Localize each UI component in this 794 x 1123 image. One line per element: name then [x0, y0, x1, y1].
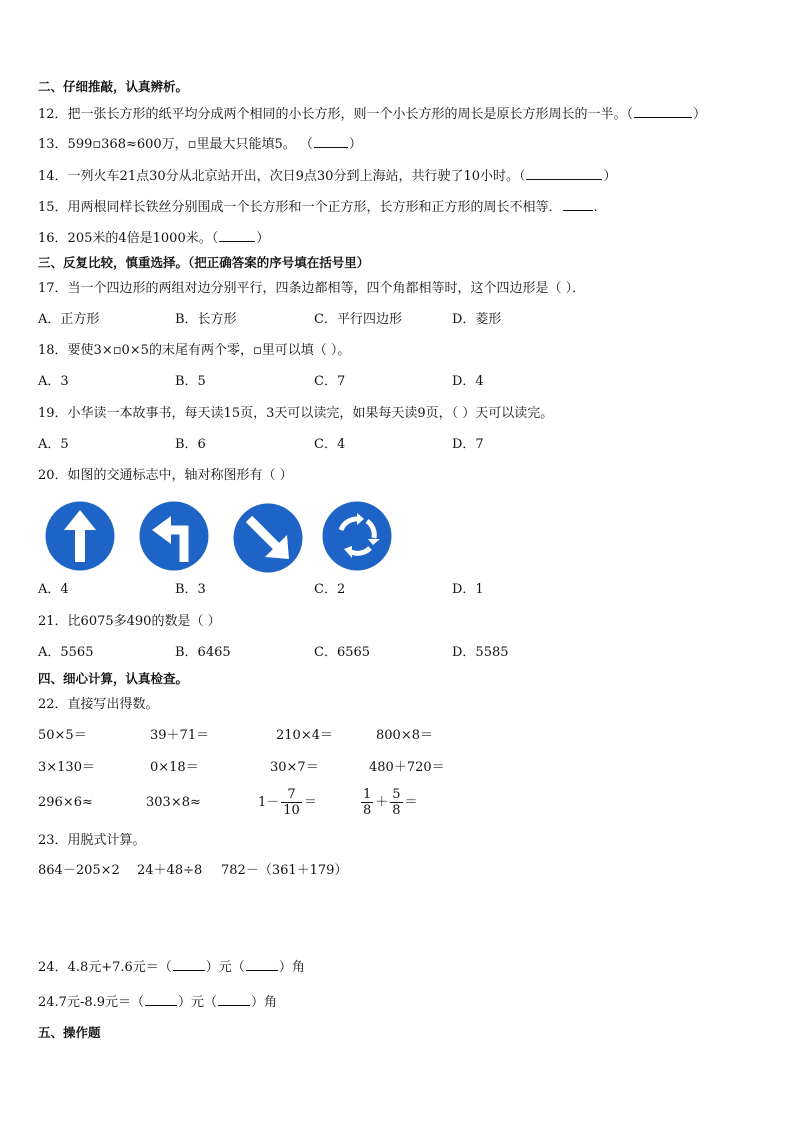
answer-blank-yuan[interactable] [173, 957, 205, 971]
straight-arrow-sign [44, 500, 116, 572]
q21-option-b[interactable]: B．6465 [175, 645, 231, 660]
calc-item: 296×6≈ [38, 795, 93, 810]
question-13-text: 13．599▫368≈600万，▫里最大只能填5。 （ [38, 137, 313, 152]
question-21: 21．比6075多490的数是（ ） [38, 614, 221, 629]
question-23: 23．用脱式计算。 [38, 833, 146, 848]
question-18: 18．要使3×▫0×5的末尾有两个零，▫里可以填（ ）。 [38, 343, 351, 358]
question-14-text: 14．一列火车21点30分从北京站开出，次日9点30分到上海站，共行驶了10小时。（ [38, 169, 526, 184]
answer-blank-12[interactable] [634, 104, 692, 118]
q17-option-b[interactable]: B．长方形 [175, 312, 237, 327]
question-12: 12．把一张长方形的纸平均分成两个相同的小长方形，则一个小长方形的周长是原长方形周长的一半。（ ） [38, 104, 706, 124]
answer-blank-jiao[interactable] [246, 957, 278, 971]
question-16: 16．205米的4倍是1000米。（ ） [38, 228, 269, 248]
section-5-heading: 五、操作题 [38, 1025, 101, 1040]
q20-option-a[interactable]: A．4 [38, 582, 69, 597]
q21-option-c[interactable]: C．6565 [314, 645, 371, 660]
question-24-b: 24.7元-8.9元＝（ ）元（ ）角 [38, 992, 277, 1012]
question-15-text: 15．用两根同样长铁丝分别围成一个长方形和一个正方形，长方形和正方形的周长不相等． [38, 200, 562, 215]
fraction: $\frac{7}{10}$ [283, 787, 300, 818]
q18-option-c[interactable]: C．7 [314, 374, 346, 389]
left-turn-sign [138, 500, 210, 572]
question-17: 17．当一个四边形的两组对边分别平行，四条边都相等，四个角都相等时，这个四边形是（ ）． [38, 281, 586, 296]
answer-blank-jiao[interactable] [218, 992, 250, 1006]
q17-option-a[interactable]: A．正方形 [38, 312, 100, 327]
fraction: $\frac{5}{8}$ [392, 787, 401, 818]
calc-item: 30×7＝ [270, 760, 319, 775]
calc-item: 303×8≈ [146, 795, 201, 810]
q18-option-d[interactable]: D．4 [452, 374, 484, 389]
calc-item: 50×5＝ [38, 728, 87, 743]
q18-option-a[interactable]: A．3 [38, 374, 69, 389]
fraction: $\frac{1}{8}$ [363, 787, 372, 818]
q19-option-a[interactable]: A．5 [38, 437, 69, 452]
section-3-heading: 三、反复比较，慎重选择。（把正确答案的序号填在括号里） [38, 255, 370, 270]
calc-item: 210×4＝ [276, 728, 333, 743]
question-24-a: 24．4.8元+7.6元＝（ ）元（ ）角 [38, 957, 305, 977]
question-20: 20．如图的交通标志中，轴对称图形有（ ） [38, 468, 293, 483]
answer-blank-14[interactable] [526, 166, 602, 180]
calc-item: 782－（361＋179） [221, 863, 348, 878]
q19-option-d[interactable]: D．7 [452, 437, 484, 452]
roundabout-sign [321, 500, 393, 572]
section-4-heading: 四、细心计算，认真检查。 [38, 671, 189, 686]
calc-item: 0×18＝ [150, 760, 199, 775]
q18-option-b[interactable]: B．5 [175, 374, 206, 389]
answer-blank-15[interactable] [563, 197, 593, 211]
answer-blank-13[interactable] [314, 134, 348, 148]
question-15: 15．用两根同样长铁丝分别围成一个长方形和一个正方形，长方形和正方形的周长不相等． . [38, 197, 598, 217]
q19-option-c[interactable]: C．4 [314, 437, 346, 452]
calc-item: 3×130＝ [38, 760, 95, 775]
q20-option-d[interactable]: D．1 [452, 582, 484, 597]
calc-item: 480＋720＝ [369, 760, 445, 775]
fraction-expression-2: $\frac{1}{8}$ ＋ $\frac{5}{8}$ ＝ [363, 787, 418, 818]
answer-blank-16[interactable] [219, 228, 255, 242]
q20-option-b[interactable]: B．3 [175, 582, 206, 597]
question-19: 19．小华读一本故事书，每天读15页，3天可以读完，如果每天读9页，（ ）天可以读完。 [38, 406, 554, 421]
question-13: 13．599▫368≈600万，▫里最大只能填5。 （ ） [38, 134, 362, 154]
question-12-text: 12．把一张长方形的纸平均分成两个相同的小长方形，则一个小长方形的周长是原长方形周长的一半。（ [38, 107, 634, 122]
q20-option-c[interactable]: C．2 [314, 582, 346, 597]
question-22: 22．直接写出得数。 [38, 697, 159, 712]
calc-item: 800×8＝ [376, 728, 433, 743]
calc-item: 24＋48÷8 [137, 863, 203, 878]
calc-item: 39＋71＝ [150, 728, 210, 743]
section-2-heading: 二、仔细推敲，认真辨析。 [38, 79, 189, 94]
q17-option-c[interactable]: C．平行四边形 [314, 312, 402, 327]
q21-option-d[interactable]: D．5585 [452, 645, 509, 660]
q21-option-a[interactable]: A．5565 [38, 645, 94, 660]
fraction-expression-1: 1－ $\frac{7}{10}$ ＝ [258, 787, 317, 818]
question-16-text: 16．205米的4倍是1000米。（ [38, 231, 219, 246]
question-14: 14．一列火车21点30分从北京站开出，次日9点30分到上海站，共行驶了10小时。（ ） [38, 166, 617, 186]
q19-option-b[interactable]: B．6 [175, 437, 206, 452]
answer-blank-yuan[interactable] [145, 992, 177, 1006]
q17-option-d[interactable]: D．菱形 [452, 312, 502, 327]
diagonal-arrow-sign [232, 502, 304, 574]
calc-item: 864－205×2 [38, 863, 120, 878]
